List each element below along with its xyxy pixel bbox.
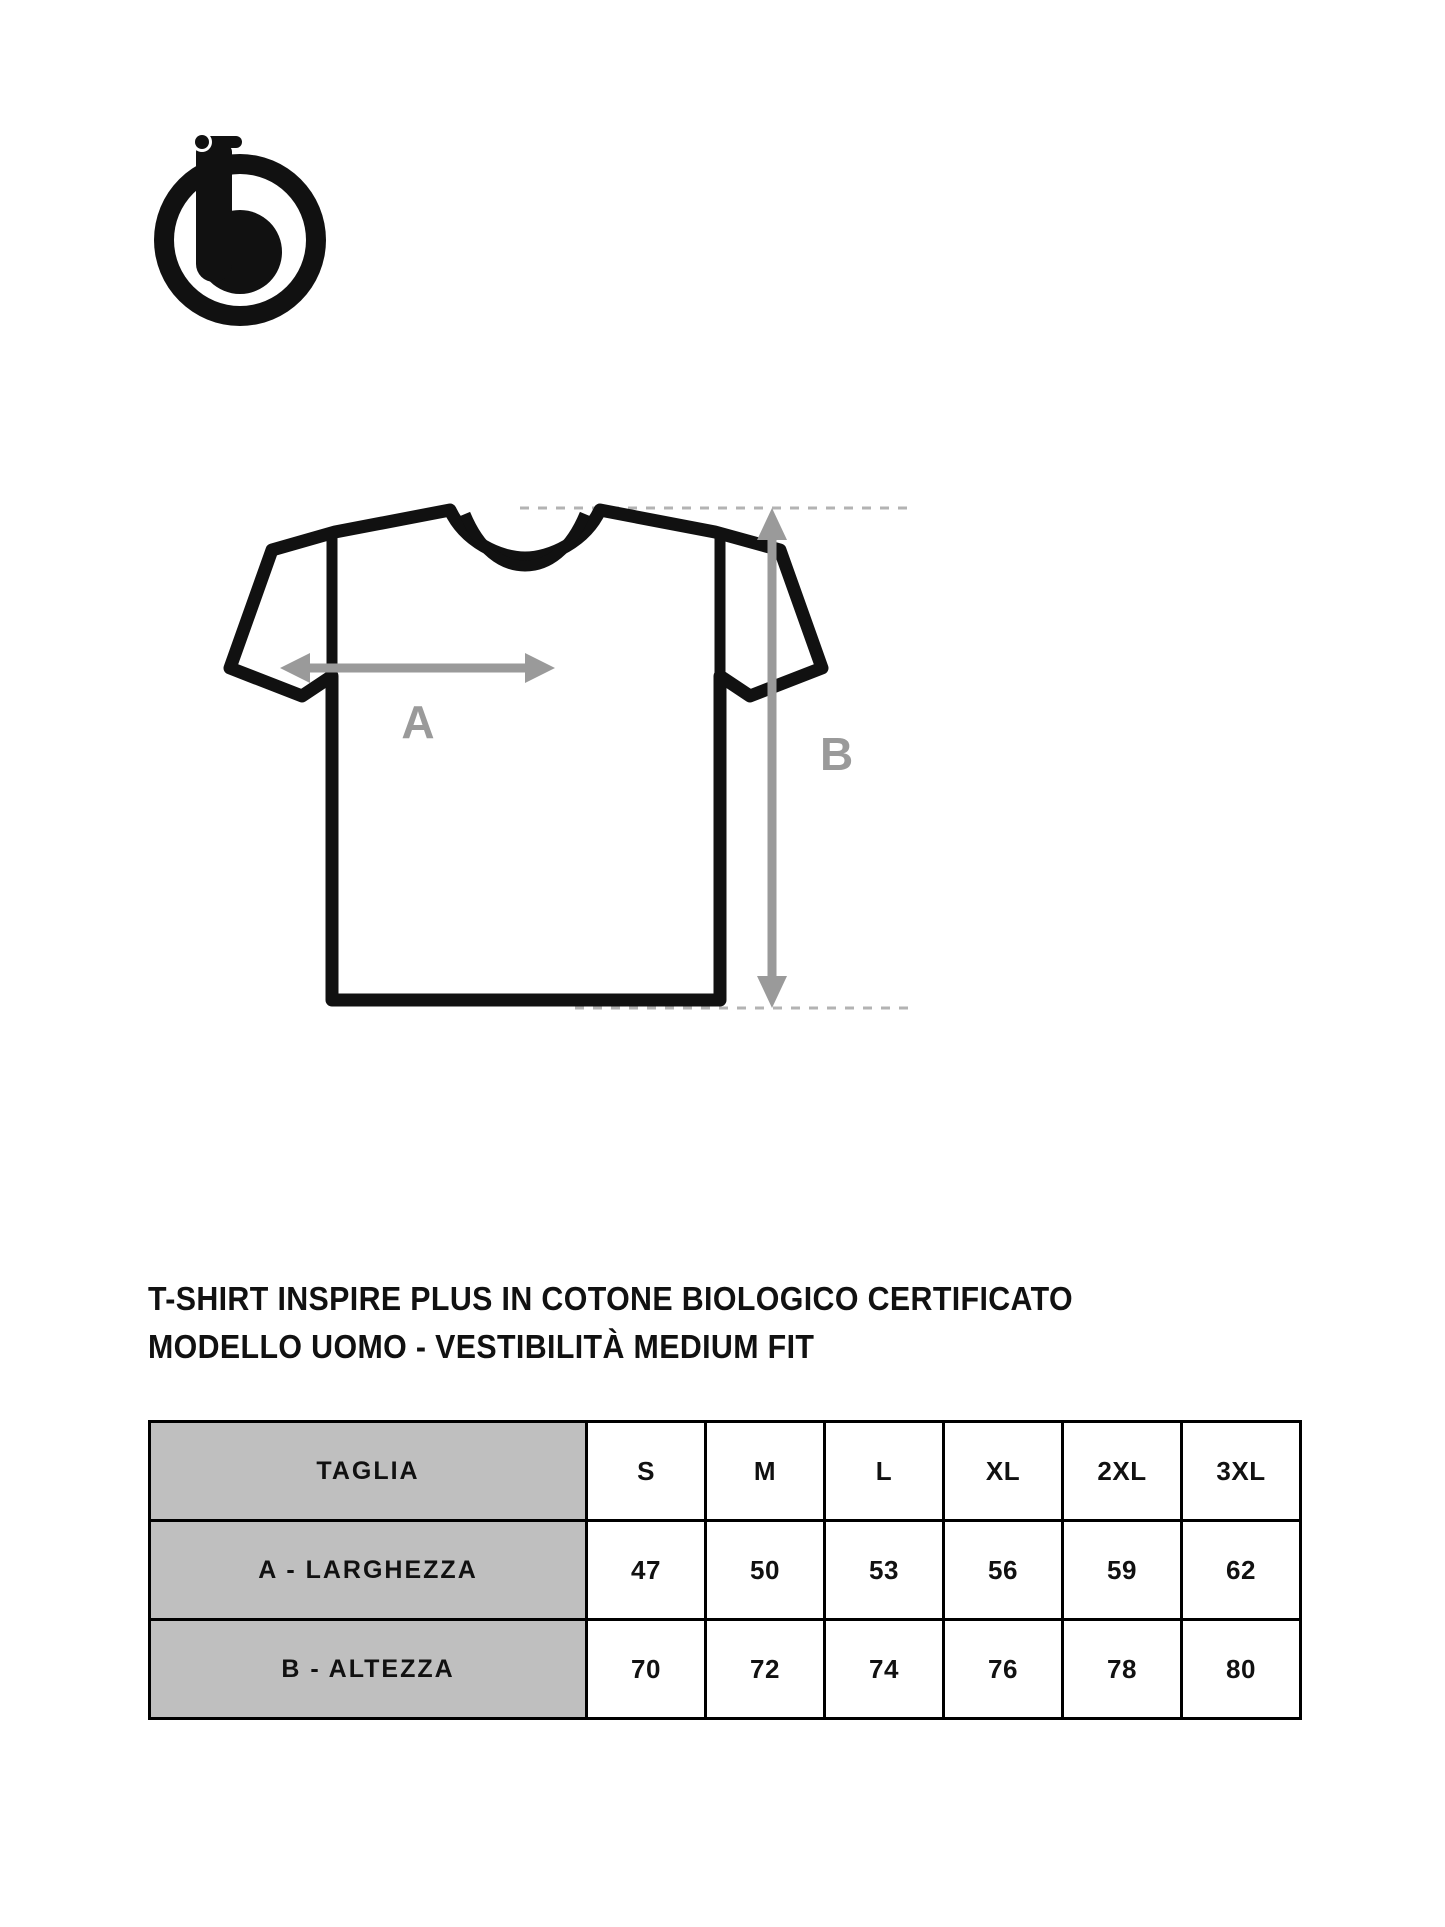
larghezza-l: 53: [825, 1521, 944, 1620]
tshirt-outline: [230, 510, 822, 1000]
larghezza-3xl: 62: [1182, 1521, 1301, 1620]
altezza-2xl: 78: [1063, 1620, 1182, 1719]
table-row-sizes: [150, 1422, 1301, 1521]
size-l: L: [825, 1422, 944, 1521]
product-title-line-1: T-SHIRT INSPIRE PLUS IN COTONE BIOLOGICO CERTIFICATO: [148, 1280, 1073, 1317]
size-s: S: [587, 1422, 706, 1521]
size-2xl: 2XL: [1063, 1422, 1182, 1521]
altezza-xl: 76: [944, 1620, 1063, 1719]
table-row-altezza: [150, 1620, 1301, 1719]
row-label-larghezza: A - LARGHEZZA: [150, 1521, 587, 1620]
table-row-larghezza: [150, 1521, 1301, 1620]
altezza-m: 72: [706, 1620, 825, 1719]
product-title-line-2: MODELLO UOMO - VESTIBILITÀ MEDIUM FIT: [148, 1328, 815, 1365]
dimension-label-b: B: [820, 728, 854, 780]
dimension-arrow-b: [757, 508, 787, 1008]
dimension-label-a: A: [401, 696, 435, 748]
larghezza-xl: 56: [944, 1521, 1063, 1620]
row-label-taglia: TAGLIA: [150, 1422, 587, 1521]
larghezza-m: 50: [706, 1521, 825, 1620]
altezza-s: 70: [587, 1620, 706, 1719]
altezza-3xl: 80: [1182, 1620, 1301, 1719]
altezza-l: 74: [825, 1620, 944, 1719]
size-m: M: [706, 1422, 825, 1521]
size-xl: XL: [944, 1422, 1063, 1521]
size-table: [148, 1420, 1302, 1720]
row-label-altezza: B - ALTEZZA: [150, 1620, 587, 1719]
larghezza-s: 47: [587, 1521, 706, 1620]
product-title: [148, 1275, 1328, 1371]
brand-logo: [140, 128, 340, 328]
larghezza-2xl: 59: [1063, 1521, 1182, 1620]
size-3xl: 3XL: [1182, 1422, 1301, 1521]
tshirt-diagram: [120, 500, 1130, 1160]
